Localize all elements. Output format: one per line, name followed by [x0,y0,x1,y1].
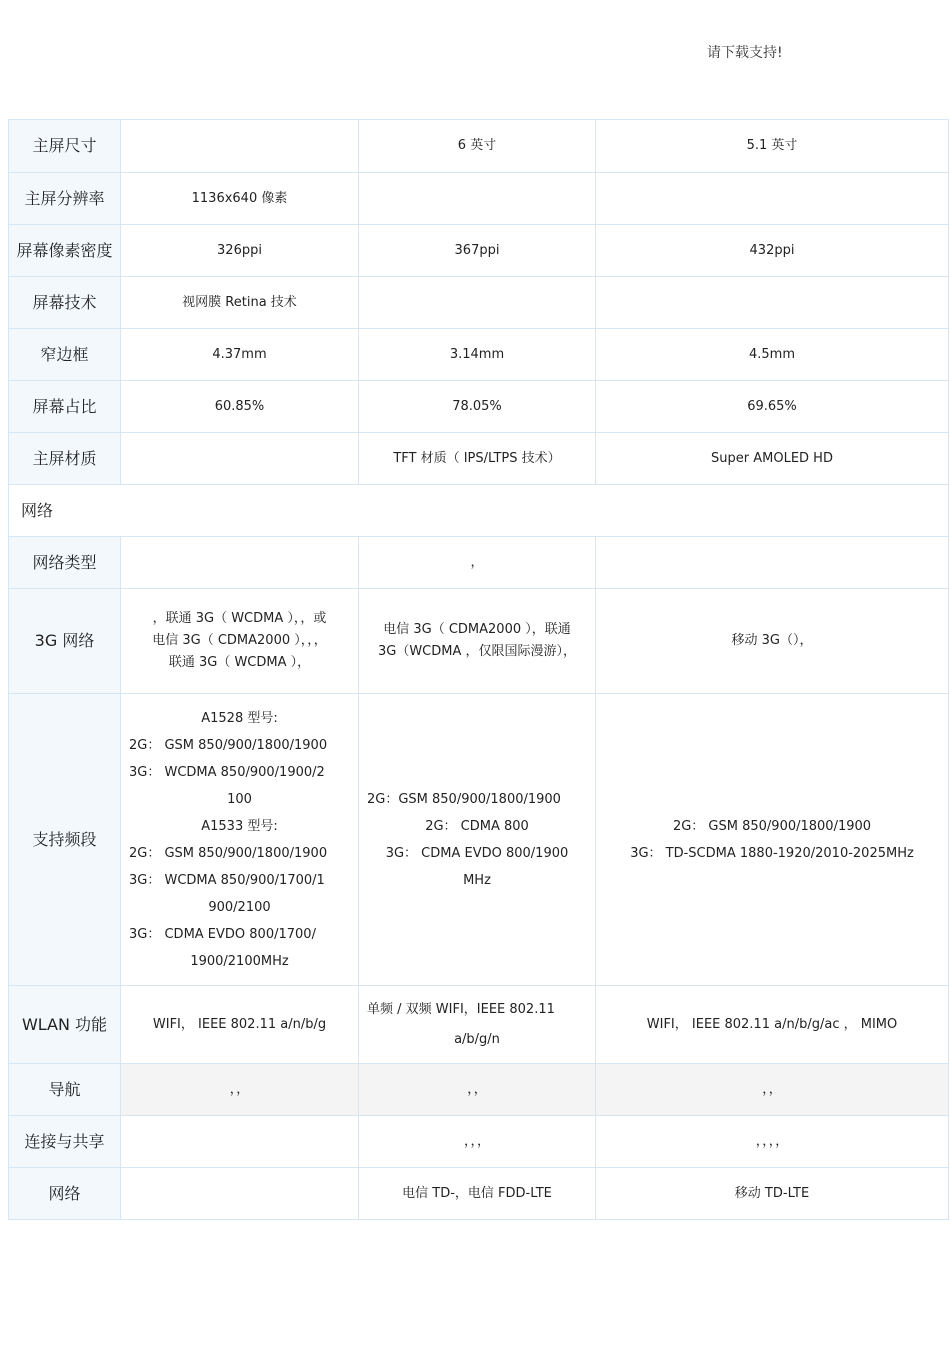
cell-line: a/b/g/n [454,1031,500,1047]
row-label: 网络类型 [9,537,121,589]
table-cell: ，，，， [596,1116,949,1168]
table-cell: ， [359,537,596,589]
table-cell [359,173,596,225]
table-cell: 移动 TD-LTE [596,1168,949,1220]
cell-line: 2G： GSM 850/900/1800/1900 [129,737,328,753]
cell-line: ，联通 3G（ WCDMA ），，或 [152,611,327,626]
table-row [9,329,949,381]
row-label: 主屏尺寸 [9,120,121,173]
row-label: WLAN 功能 [9,986,121,1064]
row-label: 导航 [9,1064,121,1116]
table-cell: TFT 材质（ IPS/LTPS 技术） [359,433,596,485]
row-label: 屏幕占比 [9,381,121,433]
table-row [9,277,949,329]
table-cell: 367ppi [359,225,596,277]
table-cell: 5.1 英寸 [596,120,949,173]
table-cell: 69.65% [596,381,949,433]
table-cell: 3.14mm [359,329,596,381]
table-cell [596,277,949,329]
table-row [9,694,949,986]
table-cell [121,537,359,589]
table-cell: 电信 TD-，电信 FDD-LTE [359,1168,596,1220]
cell-line: MHz [463,872,491,888]
table-cell [121,120,359,173]
row-label: 连接与共享 [9,1116,121,1168]
table-cell [121,589,359,694]
cell-line: A1528 型号: [201,710,278,726]
table-cell: 移动 3G（）， [596,589,949,694]
table-cell: 1136x640 像素 [121,173,359,225]
table-cell [121,433,359,485]
table-cell: 4.5mm [596,329,949,381]
table-cell: Super AMOLED HD [596,433,949,485]
table-cell: 326ppi [121,225,359,277]
cell-line: 3G： CDMA EVDO 800/1900 [385,845,569,861]
row-label: 网络 [9,1168,121,1220]
row-label: 窄边框 [9,329,121,381]
row-label: 主屏分辨率 [9,173,121,225]
table-row [9,1064,949,1116]
cell-line: 3G： TD-SCDMA 1880-1920/2010-2025MHz [630,845,914,861]
cell-line: 2G： GSM 850/900/1800/1900 [129,845,328,861]
table-cell [596,173,949,225]
cell-line: 3G： CDMA EVDO 800/1700/ [129,926,316,942]
table-row [9,986,949,1064]
cell-line: 3G（WCDMA ，仅限国际漫游）， [377,644,577,659]
spec-table [8,119,949,1220]
table-cell: ，， [359,1064,596,1116]
table-cell: 60.85% [121,381,359,433]
table-row [9,1168,949,1220]
cell-line: 1900/2100MHz [190,953,289,969]
table-cell [596,694,949,986]
download-note: 请下载支持! [707,45,783,61]
table-cell: ，， [121,1064,359,1116]
table-row [9,1116,949,1168]
table-cell [359,986,596,1064]
table-cell [359,277,596,329]
table-cell [359,589,596,694]
table-cell: 78.05% [359,381,596,433]
table-cell [121,694,359,986]
table-cell [359,694,596,986]
table-row [9,120,949,173]
table-row [9,537,949,589]
table-cell: WIFI， IEEE 802.11 a/n/b/g [121,986,359,1064]
section-title-network: 网络 [9,485,949,537]
table-row [9,589,949,694]
table-cell: 视网膜 Retina 技术 [121,277,359,329]
cell-line: 电信 3G（ CDMA2000 ），，， [152,633,327,648]
table-cell: 4.37mm [121,329,359,381]
table-cell [121,1168,359,1220]
table-row [9,225,949,277]
cell-line: A1533 型号: [201,818,278,834]
row-label: 主屏材质 [9,433,121,485]
cell-line: 单频 / 双频 WIFI，IEEE 802.11 [367,1001,555,1017]
section-row [9,485,949,537]
cell-line: 3G： WCDMA 850/900/1900/2 [129,764,325,780]
table-row [9,433,949,485]
row-label: 支持频段 [9,694,121,986]
table-cell: WIFI， IEEE 802.11 a/n/b/g/ac ， MIMO [596,986,949,1064]
cell-line: 2G： CDMA 800 [425,818,529,834]
row-label: 屏幕像素密度 [9,225,121,277]
table-cell [121,1116,359,1168]
cell-line: 2G： GSM 850/900/1800/1900 [672,818,872,834]
table-row [9,173,949,225]
cell-line: 联通 3G（ WCDMA ）， [168,655,311,670]
table-cell [596,537,949,589]
cell-line: 电信 3G（ CDMA2000 ），联通 [383,622,571,637]
table-cell: ，， [596,1064,949,1116]
table-cell: 6 英寸 [359,120,596,173]
cell-line: 100 [227,791,252,807]
cell-line: 900/2100 [208,899,271,915]
row-label: 屏幕技术 [9,277,121,329]
cell-line: 3G： WCDMA 850/900/1700/1 [129,872,325,888]
cell-line: 2G：GSM 850/900/1800/1900 [367,791,561,807]
row-label: 3G 网络 [9,589,121,694]
table-cell: ，，， [359,1116,596,1168]
table-row [9,381,949,433]
table-cell: 432ppi [596,225,949,277]
